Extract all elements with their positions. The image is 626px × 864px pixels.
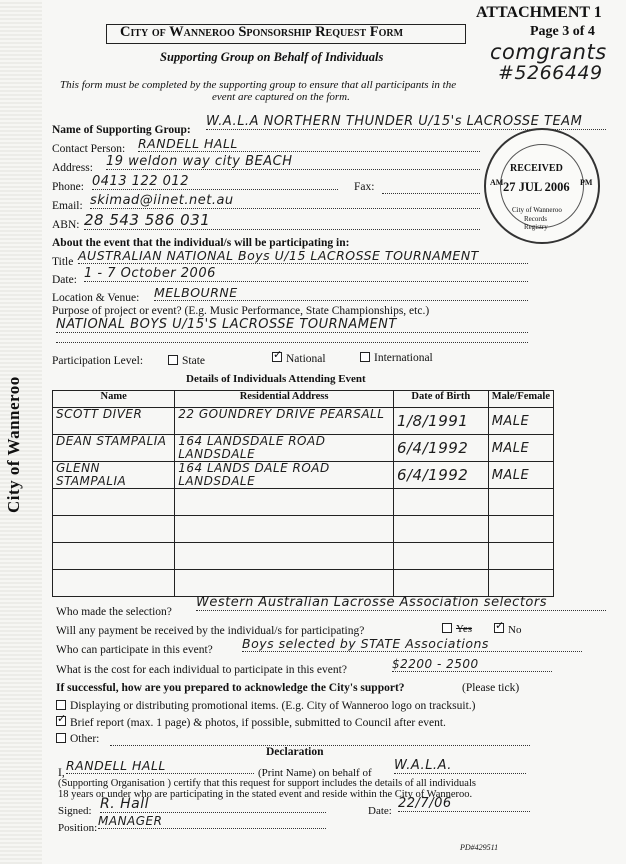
- national-checkbox[interactable]: [272, 352, 282, 362]
- cell-gender[interactable]: [488, 543, 553, 570]
- abn-field[interactable]: 28 543 586 031: [84, 211, 480, 230]
- decl-i-label: I,: [58, 767, 65, 779]
- cell-name[interactable]: [53, 570, 175, 597]
- decl-date-field[interactable]: 22/7/06: [398, 796, 530, 812]
- promo-checkbox[interactable]: [56, 700, 66, 710]
- table-row: [53, 516, 554, 543]
- report-label: Brief report (max. 1 page) & photos, if possible, submitted to Council after event.: [70, 717, 446, 729]
- cell-address[interactable]: 22 GOUNDREY DRIVE PEARSALL: [175, 408, 394, 435]
- yes-checkbox[interactable]: [442, 623, 452, 633]
- ack-option-report[interactable]: [56, 716, 446, 729]
- payment-yes-option[interactable]: [442, 623, 472, 635]
- table-row: [53, 408, 554, 435]
- cell-dob[interactable]: [393, 543, 488, 570]
- q-cost-field[interactable]: $2200 - 2500: [392, 657, 552, 672]
- event-date-label: Date:: [52, 274, 77, 286]
- event-title-label: Title: [52, 256, 74, 268]
- cell-address[interactable]: [175, 570, 394, 597]
- purpose-field-line-2[interactable]: [56, 332, 528, 343]
- received-stamp: [484, 128, 600, 244]
- decl-name-field[interactable]: RANDELL HALL: [66, 758, 254, 774]
- cell-name[interactable]: [53, 489, 175, 516]
- decl-print-name: (Print Name) on behalf of: [258, 767, 372, 779]
- cell-address[interactable]: [175, 489, 394, 516]
- stamp-received: RECEIVED: [510, 163, 563, 174]
- table-header-row: [53, 391, 554, 408]
- cell-dob[interactable]: [393, 489, 488, 516]
- participation-label: Participation Level:: [52, 355, 144, 367]
- international-checkbox[interactable]: [360, 352, 370, 362]
- cell-name[interactable]: [53, 543, 175, 570]
- purpose-label: Purpose of project or event? (E.g. Music Performance, State Championships, etc.): [52, 305, 430, 317]
- cell-gender[interactable]: [488, 570, 553, 597]
- group-field[interactable]: W.A.L.A NORTHERN THUNDER U/15's LACROSSE TEAM: [206, 114, 606, 130]
- decl-position-label: Position:: [58, 822, 98, 834]
- report-checkbox[interactable]: [56, 716, 66, 726]
- cell-dob[interactable]: 6/4/1992: [393, 462, 488, 489]
- cell-name[interactable]: DEAN STAMPALIA: [53, 435, 175, 462]
- venue-label: Location & Venue:: [52, 292, 140, 304]
- cell-address[interactable]: 164 LANDSDALE ROAD LANDSDALE: [175, 435, 394, 462]
- cell-gender[interactable]: MALE: [488, 462, 553, 489]
- email-label: Email:: [52, 200, 83, 212]
- promo-label: Displaying or distributing promotional items. (E.g. City of Wanneroo logo on tracksuit.): [70, 700, 476, 712]
- fax-label: Fax:: [354, 181, 375, 193]
- cell-name[interactable]: SCOTT DIVER: [53, 408, 175, 435]
- level-international-option[interactable]: [360, 352, 433, 364]
- declaration-heading: Declaration: [266, 746, 324, 758]
- q-cost-label: What is the cost for each individual to participate in this event?: [56, 664, 347, 676]
- q-acknowledge-hint: (Please tick): [462, 682, 520, 694]
- table-caption: Details of Individuals Attending Event: [186, 373, 366, 385]
- cell-gender[interactable]: MALE: [488, 435, 553, 462]
- header-gender: Male/Female: [488, 391, 553, 408]
- stamp-reg: Registry: [524, 223, 548, 231]
- no-label: No: [508, 624, 522, 636]
- phone-label: Phone:: [52, 181, 84, 193]
- other-field[interactable]: [110, 735, 530, 746]
- table-row: [53, 462, 554, 489]
- form-subtitle: Supporting Group on Behalf of Individuals: [160, 50, 384, 64]
- purpose-field[interactable]: NATIONAL BOYS U/15'S LACROSSE TOURNAMENT: [56, 317, 528, 333]
- header-name: Name: [53, 391, 175, 408]
- cell-dob[interactable]: 1/8/1991: [393, 408, 488, 435]
- cell-dob[interactable]: [393, 570, 488, 597]
- footer-code: PD#429511: [460, 843, 499, 852]
- cell-name[interactable]: GLENN STAMPALIA: [53, 462, 175, 489]
- header-address: Residential Address: [175, 391, 394, 408]
- stamp-dept: Records: [524, 215, 547, 223]
- decl-date-label: Date:: [368, 805, 392, 817]
- table-row: [53, 435, 554, 462]
- intro-line-2: event are captured on the form.: [212, 91, 350, 103]
- level-international-label: International: [374, 352, 433, 364]
- contact-field[interactable]: RANDELL HALL: [138, 136, 480, 152]
- decl-signed-label: Signed:: [58, 805, 92, 817]
- email-field[interactable]: skimad@iinet.net.au: [90, 193, 480, 209]
- table-row: [53, 489, 554, 516]
- q-selection-label: Who made the selection?: [56, 606, 172, 618]
- other-label: Other:: [70, 733, 100, 745]
- decl-text-1: (Supporting Organisation ) certify that this request for support includes the details of all individuals: [58, 778, 476, 789]
- cell-address[interactable]: [175, 543, 394, 570]
- other-checkbox[interactable]: [56, 733, 66, 743]
- cell-address[interactable]: [175, 516, 394, 543]
- stamp-date: 27 JUL 2006: [503, 180, 570, 194]
- intro-line-1: This form must be completed by the supporting group to ensure that all participants in the: [60, 79, 457, 91]
- cell-gender[interactable]: [488, 489, 553, 516]
- abn-label: ABN:: [52, 219, 80, 231]
- stamp-org: City of Wanneroo: [512, 206, 562, 214]
- level-national-option[interactable]: [272, 352, 326, 365]
- address-field[interactable]: 19 weldon way city BEACH: [106, 154, 480, 170]
- yes-label: Yes: [456, 623, 473, 635]
- handnote-comgrants: comgrants: [490, 40, 607, 64]
- state-checkbox[interactable]: [168, 355, 178, 365]
- title-box: [106, 24, 466, 44]
- stamp-pm: PM: [580, 178, 593, 187]
- group-label: Name of Supporting Group:: [52, 124, 191, 136]
- no-checkbox[interactable]: [494, 623, 504, 633]
- table-row: [53, 570, 554, 597]
- event-date-field[interactable]: 1 - 7 October 2006: [84, 266, 528, 282]
- event-title-field[interactable]: AUSTRALIAN NATIONAL Boys U/15 LACROSSE TOURNAMENT: [78, 248, 528, 264]
- q-selection-field[interactable]: Western Australian Lacrosse Association selectors: [196, 595, 606, 611]
- q-acknowledge-label: If successful, how are you prepared to acknowledge the City's support?: [56, 682, 405, 694]
- table-row: [53, 543, 554, 570]
- decl-position-field[interactable]: MANAGER: [98, 814, 326, 829]
- q-eligibility-label: Who can participate in this event?: [56, 644, 213, 656]
- cell-gender[interactable]: MALE: [488, 408, 553, 435]
- attachment-label: ATTACHMENT 1: [476, 4, 602, 21]
- cell-gender[interactable]: [488, 516, 553, 543]
- handnote-number: #5266449: [498, 62, 603, 84]
- stamp-am: AM: [490, 178, 504, 187]
- venue-field[interactable]: MELBOURNE: [154, 285, 528, 301]
- cell-dob[interactable]: [393, 516, 488, 543]
- contact-label: Contact Person:: [52, 143, 126, 155]
- individuals-table: [52, 390, 554, 597]
- ack-option-other[interactable]: [56, 733, 99, 745]
- event-heading: About the event that the individual/s will be participating in:: [52, 237, 350, 249]
- cell-dob[interactable]: 6/4/1992: [393, 435, 488, 462]
- level-national-label: National: [286, 353, 326, 365]
- level-state-option[interactable]: [168, 355, 205, 367]
- address-label: Address:: [52, 162, 93, 174]
- decl-signature[interactable]: R. Hall: [100, 796, 326, 813]
- page-number: Page 3 of 4: [530, 24, 595, 39]
- payment-no-option[interactable]: [494, 623, 521, 636]
- ack-option-promo[interactable]: [56, 700, 475, 712]
- decl-org-field[interactable]: W.A.L.A.: [394, 758, 526, 774]
- decl-text-2: 18 years or under who are participating in the stated event and reside within the City of Wanneroo.: [58, 789, 473, 800]
- phone-field[interactable]: 0413 122 012: [92, 174, 338, 190]
- cell-name[interactable]: [53, 516, 175, 543]
- q-eligibility-field[interactable]: Boys selected by STATE Associations: [242, 636, 582, 652]
- q-payment-label: Will any payment be received by the individual/s for participating?: [56, 625, 365, 637]
- level-state-label: State: [182, 355, 205, 367]
- header-dob: Date of Birth: [393, 391, 488, 408]
- side-title: City of Wanneroo: [4, 376, 23, 514]
- form-title: City of Wanneroo Sponsorship Request Form: [120, 24, 404, 40]
- cell-address[interactable]: 164 LANDS DALE ROAD LANDSDALE: [175, 462, 394, 489]
